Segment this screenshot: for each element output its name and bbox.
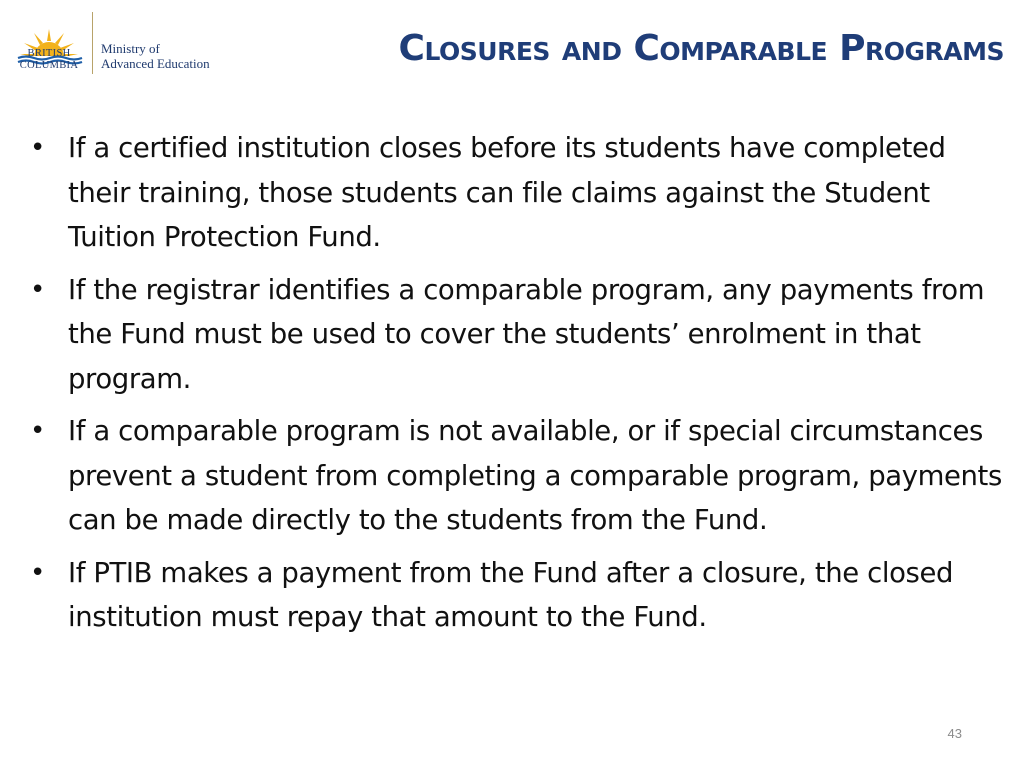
page-number: 43 xyxy=(947,726,962,741)
bullet-icon: • xyxy=(30,133,45,163)
logo-ministry-name xyxy=(101,41,210,71)
bullet-item xyxy=(30,268,1010,402)
logo-ministry-line2: Advanced Education xyxy=(101,56,210,71)
logo-province-line1: BRITISH xyxy=(27,48,71,59)
logo-ministry-line1: Ministry of xyxy=(101,41,160,56)
bullet-item xyxy=(30,409,1010,543)
bullet-text: If PTIB makes a payment from the Fund after a closure, the closed institution must repay that amount to the Fund. xyxy=(68,556,954,633)
bullet-icon: • xyxy=(30,416,45,446)
bullet-text: If the registrar identifies a comparable program, any payments from the Fund must be used to cover the students’ enrolment in that program. xyxy=(68,273,985,395)
bullet-icon: • xyxy=(30,274,45,305)
logo-province-line2: COLUMBIA xyxy=(19,60,79,71)
bullet-item xyxy=(30,126,1010,260)
bullet-list xyxy=(30,126,1010,648)
bc-government-logo xyxy=(10,8,230,78)
slide-title: Closures and Comparable Programs xyxy=(398,28,1004,69)
logo-divider xyxy=(92,12,93,74)
bullet-text: If a certified institution closes before its students have completed their training, those students can file claims against the Student Tuition Protection Fund. xyxy=(68,132,946,253)
bullet-icon: • xyxy=(30,557,45,588)
bullet-text: If a comparable program is not available, or if special circumstances prevent a student from completing a comparable program, payments can be made directly to the students from the Fund. xyxy=(68,415,1002,536)
logo-province-name xyxy=(12,48,86,72)
bullet-item xyxy=(30,551,1010,640)
